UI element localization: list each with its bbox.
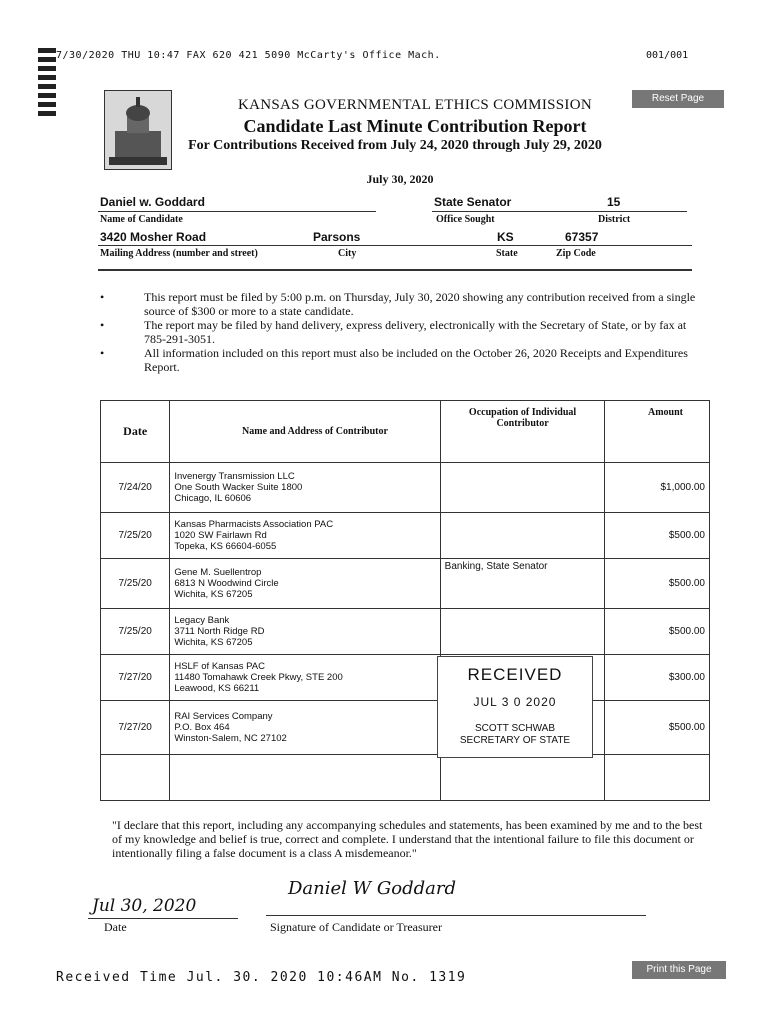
district-number: 15 [607,195,621,209]
contributor-name-address [170,755,440,801]
contributor-line: 6813 N Woodwind Circle [174,578,279,589]
received-stamp-office: SECRETARY OF STATE [459,735,571,746]
contribution-date: 7/25/20 [101,559,170,609]
contributions-table [100,400,710,801]
contributor-line: Invenergy Transmission LLC [174,471,295,482]
contributor-line: Wichita, KS 67205 [174,637,253,648]
contributor-line: P.O. Box 464 [174,722,230,733]
table-row [101,513,710,559]
col-occupation: Occupation of Individual Contributor [440,401,605,463]
contributor-line: Kansas Pharmacists Association PAC [174,519,334,530]
table-row [101,559,710,609]
reset-page-button[interactable]: Reset Page [632,90,724,108]
contributor-line: HSLF of Kansas PAC [174,661,265,672]
contributor-name-address [170,655,440,701]
contributor-occupation [440,755,605,801]
zip-code: 67357 [565,230,599,244]
office-sought-label: Office Sought [436,214,495,225]
contributor-name-address [170,701,440,755]
contributor-line: One South Wacker Suite 1800 [174,482,303,493]
filing-instructions [100,290,710,374]
table-row [101,755,710,801]
contribution-amount: $300.00 [605,655,710,701]
address-label: Mailing Address (number and street) [100,248,258,259]
contribution-date: 7/27/20 [101,655,170,701]
contributor-line: RAI Services Company [174,711,273,722]
contributor-line: Topeka, KS 66604-6055 [174,541,277,552]
fax-header: 7/30/2020 THU 10:47 FAX 620 421 5090 McCarty's Office Mach. [56,50,441,61]
contribution-amount: $500.00 [605,559,710,609]
contributor-line: Chicago, IL 60606 [174,493,252,504]
candidate-name-label: Name of Candidate [100,214,183,225]
fax-page-number: 001/001 [646,50,689,61]
received-stamp-date: JUL 3 0 2020 [473,695,557,709]
received-stamp-title: RECEIVED [467,665,563,684]
state: KS [497,230,514,244]
col-amount: Amount [605,401,710,463]
zip-label: Zip Code [556,248,596,259]
contributor-line: Legacy Bank [174,615,230,626]
fax-received-time: Received Time Jul. 30. 2020 10:46AM No. 1319 [56,970,467,985]
contributor-line: Winston-Salem, NC 27102 [174,733,287,744]
table-row [101,701,710,755]
contribution-amount: $500.00 [605,513,710,559]
contributor-name-address [170,463,440,513]
instruction-item: • The report may be filed by hand delivery, express delivery, electronically with the Secretary of State, or by fax at 785-291-3051. [144,318,710,346]
contributor-line: Wichita, KS 67205 [174,589,253,600]
contributor-occupation [440,513,605,559]
declaration-text: "I declare that this report, including any accompanying schedules and statements, has been examined by me and to the best of my knowledge and belief is true, correct and complete. I understand that the intentional failure to file this document or intentionally filing a false document is a class A misdemeanor." [112,818,703,860]
contribution-date: 7/24/20 [101,463,170,513]
city-label: City [338,248,357,259]
kansas-capitol-seal-icon [104,90,172,170]
contributor-name-address [170,559,440,609]
contributor-occupation: Banking, State Senator [440,559,605,609]
office-sought: State Senator [434,195,512,209]
contribution-amount: $500.00 [605,609,710,655]
table-row [101,609,710,655]
table-row [101,655,710,701]
contributor-occupation [440,463,605,513]
received-stamp [437,656,593,758]
city: Parsons [313,230,361,244]
district-label: District [598,214,631,225]
contribution-amount: $500.00 [605,701,710,755]
candidate-name: Daniel w. Goddard [100,195,205,209]
print-page-button[interactable]: Print this Page [632,961,726,979]
signature-label: Signature of Candidate or Treasurer [270,920,442,934]
contributor-name-address [170,513,440,559]
received-stamp-name: SCOTT SCHWAB [474,723,555,734]
mailing-address: 3420 Mosher Road [100,230,207,244]
date-label: Date [104,920,127,934]
contributor-line: Gene M. Suellentrop [174,567,262,578]
handwritten-date-signature: Jul 30, 2020 [92,896,197,916]
handwritten-candidate-signature: Daniel W Goddard [288,878,456,899]
contribution-date [101,755,170,801]
report-date: July 30, 2020 [366,172,434,186]
contribution-date: 7/25/20 [101,609,170,655]
col-name-address: Name and Address of Contributor [170,401,440,463]
contribution-date: 7/27/20 [101,701,170,755]
contributor-line: 1020 SW Fairlawn Rd [174,530,267,541]
instruction-item: • This report must be filed by 5:00 p.m. on Thursday, July 30, 2020 showing any contribution received from a single source of $300 or more to a state candidate. [144,290,710,318]
instruction-item: • All information included on this report must also be included on the October 26, 2020 Receipts and Expenditures Report. [144,346,710,374]
contributor-name-address [170,609,440,655]
contributor-line: Leawood, KS 66211 [174,683,260,694]
col-date: Date [101,401,170,463]
contributor-line: 11480 Tomahawk Creek Pkwy, STE 200 [174,672,343,683]
contribution-amount: $1,000.00 [605,463,710,513]
contribution-date: 7/25/20 [101,513,170,559]
state-label: State [496,248,518,259]
contribution-amount [605,755,710,801]
agency-name: KANSAS GOVERNMENTAL ETHICS COMMISSION [238,97,592,113]
contributor-occupation [440,609,605,655]
contributor-line: 3711 North Ridge RD [174,626,265,637]
fax-registration-mark [38,48,56,118]
table-header-row [101,401,710,463]
report-title: Candidate Last Minute Contribution Report [243,116,587,136]
table-row [101,463,710,513]
report-period: For Contributions Received from July 24, 2020 through July 29, 2020 [188,138,602,153]
